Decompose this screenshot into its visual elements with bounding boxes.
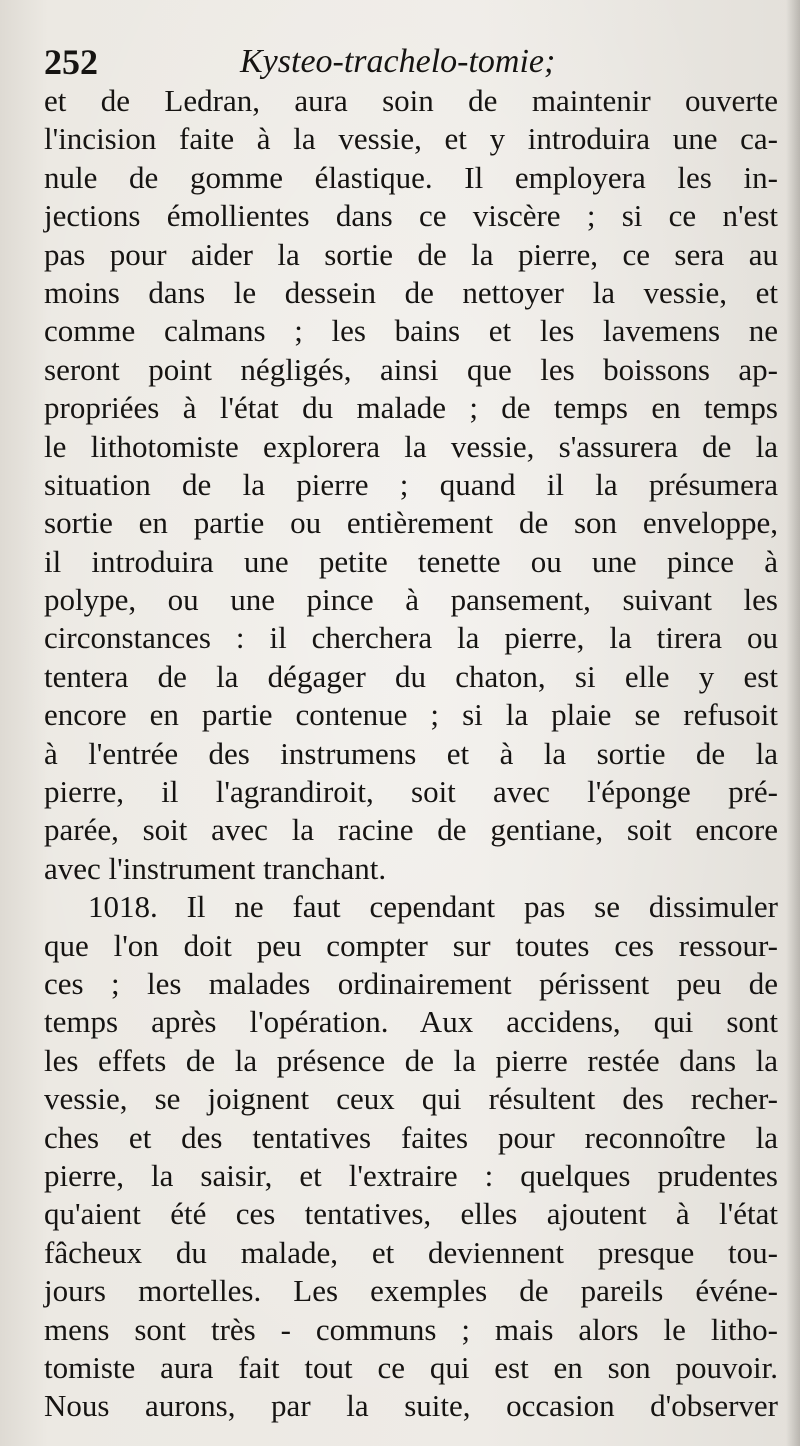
body-text: [44, 82, 784, 1426]
text-line: temps après l'opération. Aux accidens, qui sont: [44, 1004, 778, 1040]
text-line: polype, ou une pince à pansement, suivant les: [44, 582, 778, 618]
text-line: l'incision faite à la vessie, et y introduira une ca-: [44, 121, 778, 157]
text-line: mens sont très - communs ; mais alors le litho-: [44, 1311, 778, 1347]
text-line: encore en partie contenue ; si la plaie se refusoit: [44, 697, 778, 733]
text-line: ches et des tentatives faites pour reconnoître la: [44, 1119, 778, 1155]
text-line: parée, soit avec la racine de gentiane, soit encore: [44, 812, 778, 848]
text-line: Nous aurons, par la suite, occasion d'observer: [44, 1388, 778, 1424]
text-line: vessie, se joignent ceux qui résultent des recher-: [44, 1081, 778, 1117]
text-line: pierre, il l'agrandiroit, soit avec l'éponge pré-: [44, 774, 778, 810]
text-line: situation de la pierre ; quand il la présumera: [44, 466, 778, 502]
text-line: nule de gomme élastique. Il employera les in-: [44, 159, 778, 195]
text-line: jections émollientes dans ce viscère ; si ce n'est: [44, 198, 778, 234]
paragraph-start-line: 1018. Il ne faut cependant pas se dissimuler: [88, 889, 778, 925]
text-line: il introduira une petite tenette ou une pince à: [44, 543, 778, 579]
running-title: Kysteo-trachelo-tomie;: [240, 43, 556, 80]
page-number: 252: [44, 42, 98, 82]
text-line: à l'entrée des instrumens et à la sortie de la: [44, 735, 778, 771]
text-line: ces ; les malades ordinairement périssent peu de: [44, 965, 778, 1001]
page-edge-shadow: [786, 0, 800, 1446]
text-line: propriées à l'état du malade ; de temps en temps: [44, 390, 778, 426]
text-line: circonstances : il cherchera la pierre, la tirera ou: [44, 620, 778, 656]
text-line: tomiste aura fait tout ce qui est en son pouvoir.: [44, 1349, 778, 1385]
text-line: le lithotomiste explorera la vessie, s'assurera de la: [44, 428, 778, 464]
text-line: moins dans le dessein de nettoyer la vessie, et: [44, 274, 778, 310]
text-line: tentera de la dégager du chaton, si elle y est: [44, 658, 778, 694]
text-line: pierre, la saisir, et l'extraire : quelques prudentes: [44, 1157, 778, 1193]
text-line: sortie en partie ou entièrement de son enveloppe,: [44, 505, 778, 541]
running-head: [44, 42, 564, 82]
text-line: seront point négligés, ainsi que les boissons ap-: [44, 351, 778, 387]
paragraph-end-line: avec l'instrument tranchant.: [44, 850, 387, 886]
text-line: les effets de la présence de la pierre restée dans la: [44, 1042, 778, 1078]
text-line: comme calmans ; les bains et les lavemens ne: [44, 313, 778, 349]
text-line: pas pour aider la sortie de la pierre, ce sera au: [44, 236, 778, 272]
text-line: et de Ledran, aura soin de maintenir ouverte: [44, 83, 778, 118]
text-line: que l'on doit peu compter sur toutes ces ressour-: [44, 927, 778, 963]
text-line: qu'aient été ces tentatives, elles ajoutent à l'état: [44, 1196, 778, 1232]
text-line: fâcheux du malade, et deviennent presque tou-: [44, 1234, 778, 1270]
text-line: jours mortelles. Les exemples de pareils événe-: [44, 1273, 778, 1309]
